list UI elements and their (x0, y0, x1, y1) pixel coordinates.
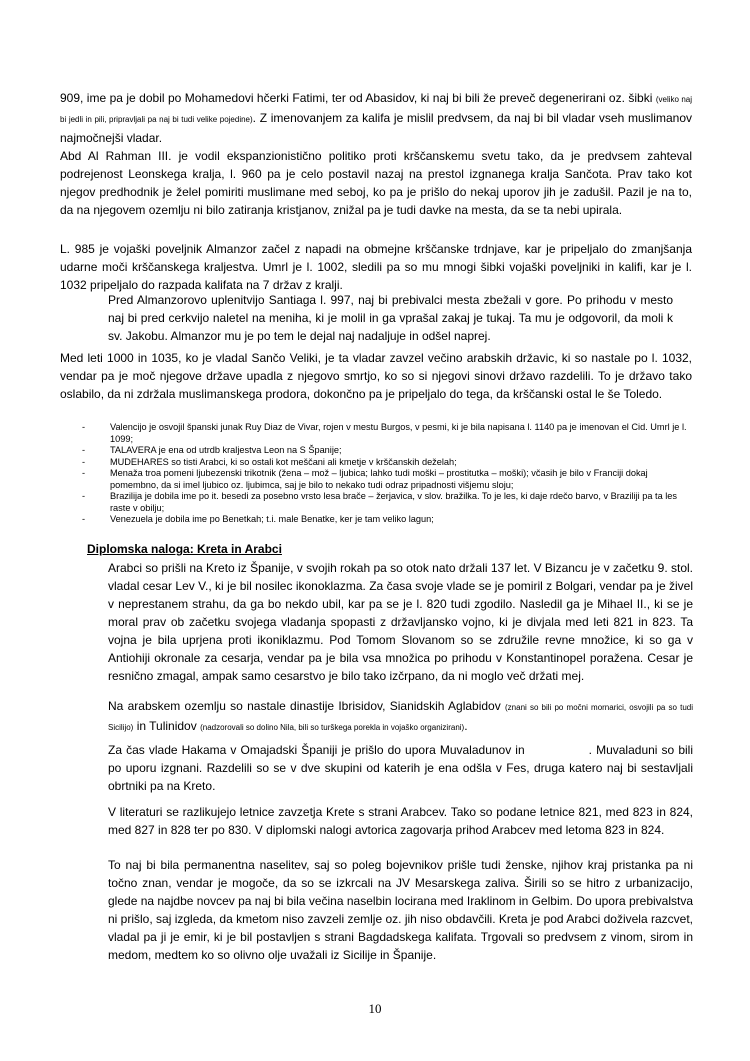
bullet-dash: - (82, 445, 86, 455)
bullet-dash: - (82, 514, 86, 524)
quote-santiago: Pred Almanzorovo uplenitvijo Santiaga l. 997, naj bi prebivalci mesta zbežali v gore. Po prihodu v mesto naj bi pred cerkvijo naletel na meniha, ki je molil in ga vprašal zakaj je tukaj. Ta mu je odgovoril, da moli k sv. Jakobu. Almanzor mu je po tem le dejal naj nadaljuje in odšel naprej. (108, 293, 673, 343)
paragraph-text: . Z imenovanjem za kalifa je mislil predvsem, da naj bi bil vladar vseh muslimanov najmočnejši vladar. (60, 111, 692, 145)
bullet-dash: - (82, 491, 86, 501)
paragraph-settlement: To naj bi bila permanentna naselitev, saj so poleg bojevnikov prišle tudi ženske, njihov kraj pristanka pa ni točno znan, vendar je mogoče, da so se izkrcali na JV Mesarskega zaliva. Širili so se hitro z urbanizacijo, glede na najdbe novcev pa naj bi bila večina naselbin locirana med Iraklinom in Gelbim. Do upora prebivalstva ni prišlo, saj izgleda, da kmetom niso zavzeli zemlje oz. jih niso obdavčili. Kreta je pod Arabci doživela razcvet, vladal pa ji je emir, ki je bil postavljen s strani Bagdadskega kalifata. Trgovali so predvsem z vinom, sirom in medom, medtem ko so olivno olje uvažali iz Sicilije in Španije. (108, 858, 694, 962)
page-number: 10 (368, 1001, 382, 1016)
bullet-dash: - (82, 456, 86, 467)
paragraph-crete-arrival: Arabci so prišli na Kreto iz Španije, v svojih rokah pa so otok nato držali 137 let. V Bizancu je v začetku 9. stol. vladal cesar Lev V., ki je bil nosilec ikonoklazma. Za časa svoje vlade se je pomiril z Bolgari, vendar pa je živel v neprestanem strahu, da ga bo nekdo ubil, kar pa se je l. 820 tudi zgodilo. Nasledil ga je Mihael II., ki se je moral prav ob začetku svojega vladanja spopasti z državljansko vojno, ki je divjala med leti 821 in 823. Ta vojna je bila uprjena proti ikoniklazmu. Pod Tomom Slovanom so se združile revne množice, ki so ga v Antiohiji okronale za cesarja, vendar pa je bila vsa množica po prihodu v Konstantinopel poražena. Cesar je resnično zmagal, ampak samo cesarstvo je bilo tako izčrpano, da ni moglo več držati mej. (108, 561, 693, 683)
list-item: - MUDEHARES so tisti Arabci, ki so ostali kot meščani ali kmetje v krščanskih deželah; (82, 456, 457, 467)
list-item: - Menaža troa pomeni ljubezenski trikotnik (žena – mož – ljubica; lahko tudi moški – prostitutka – moški); včasih je bilo v Franciji dokaj pomembno, da si imel ljubico oz. ljubimca, saj je bilo to nekako tudi odraz pripadnosti višjemu sloju; (82, 468, 648, 490)
list-item: - Brazilija je dobila ime po it. besedi za posebno vrsto lesa brače – žerjavica, v slov. bražilka. To je les, ki daje rdečo barvo, v Braziliji pa ta les raste v obilju; (82, 491, 678, 513)
paragraph-almanzor: L. 985 je vojaški poveljnik Almanzor začel z napadi na obmejne krščanske trdnjave, kar je pripeljalo do zmanjšanja udarne moči krščanskega kraljestva. Umrl je l. 1002, sledili pa so mu mnogi šibki vojaški poveljniki in kalifi, kar je l. 1032 pripeljalo do razpada kalifata na 7 držav z kralji. (60, 242, 692, 292)
paragraph-text: 909, ime pa je dobil po Mohamedovi hčerki Fatimi, ter od Abasidov, ki naj bi bili že preveč degenerirani oz. šibki (60, 91, 653, 105)
bullet-dash: - (82, 422, 86, 432)
list-item: - TALAVERA je ena od utrdb kraljestva Leon na S Španije; (82, 445, 342, 455)
notes-list (82, 422, 694, 526)
paragraph-hakam: Za čas vlade Hakama v Omajadski Španiji je prišlo do upora Muvaladunov in . Muvaladuni so bili po uporu izgnani. Razdelili so se v dve skupini od katerih je ena odšla v Fes, druga katero naj bi sestavljali obrtniki pa na Kreto. (108, 743, 693, 793)
footnote-inline: (veliko naj bi jedli in pili, pripravljali pa naj bi tudi velike pojedine) (60, 95, 692, 124)
footnote-inline: (nadzorovali so dolino Nila, bili so turškega porekla in vojaško organizirani) (200, 723, 465, 732)
bullet-dash: - (82, 468, 86, 478)
paragraph-fatimids (60, 89, 692, 147)
paragraph-abd-al-rahman: Abd Al Rahman III. je vodil ekspanzionistično politiko proti krščanskemu svetu tako, da je predvsem zahteval podrejenost Leonskega kralja, l. 960 pa je celo postavil nazaj na prestol izgnanega kralja Sančota. Prav tako kot njegov predhodnik je želel pomiriti muslimane med seboj, ko pa je prišlo do nekaj uporov jih je zadušil. Pazil je na to, da na njegovem ozemlju ni bilo zatiranja kristjanov, znižal pa je tudi davke na mesta, da se ta nebi upirala. (60, 149, 692, 217)
section-heading: Diplomska naloga: Kreta in Arabci (87, 542, 282, 556)
paragraph-dates: V literaturi se razlikujejo letnice zavzetja Krete s strani Arabcev. Tako so podane letnice 821, med 823 in 824, med 827 in 828 ter po 830. V diplomski nalogi avtorica zagovarja prihod Arabcev med letoma 823 in 824. (108, 805, 693, 837)
paragraph-dynasties: Na arabskem ozemlju so nastale dinastije Ibrisidov, Sianidskih Aglabidov (znani so bili po močni mornarici, osvojili pa so tudi Sicilijo) in Tulinidov (nadzorovali so dolino Nila, bili so turškega porekla in vojaško organizirani). (108, 699, 694, 733)
list-item: - Venezuela je dobila ime po Benetkah; t.i. male Benatke, ker je tam veliko lagun; (82, 514, 434, 524)
list-item: - Valencijo je osvojil španski junak Ruy Diaz de Vivar, rojen v mestu Burgos, v pesmi, ki je bila napisana l. 1140 pa je imenovan el Cid. Umrl je l. 1099; (82, 422, 687, 444)
paragraph-sanco: Med leti 1000 in 1035, ko je vladal Sančo Veliki, je ta vladar zavzel večino arabskih državic, ki so nastale po l. 1032, vendar pa je moč njegove države upadla z njegovo smrtjo, ko so si njegovi sinovi državo razdelili. To je državo tako oslabilo, da ni zdržala muslimanskega prodora, dokončno pa je pripeljalo do tega, da krščanski ostal le še Toledo. (60, 351, 692, 401)
footnote-inline: (znani so bili po močni mornarici, osvojili pa so tudi Sicilijo) (108, 703, 694, 732)
